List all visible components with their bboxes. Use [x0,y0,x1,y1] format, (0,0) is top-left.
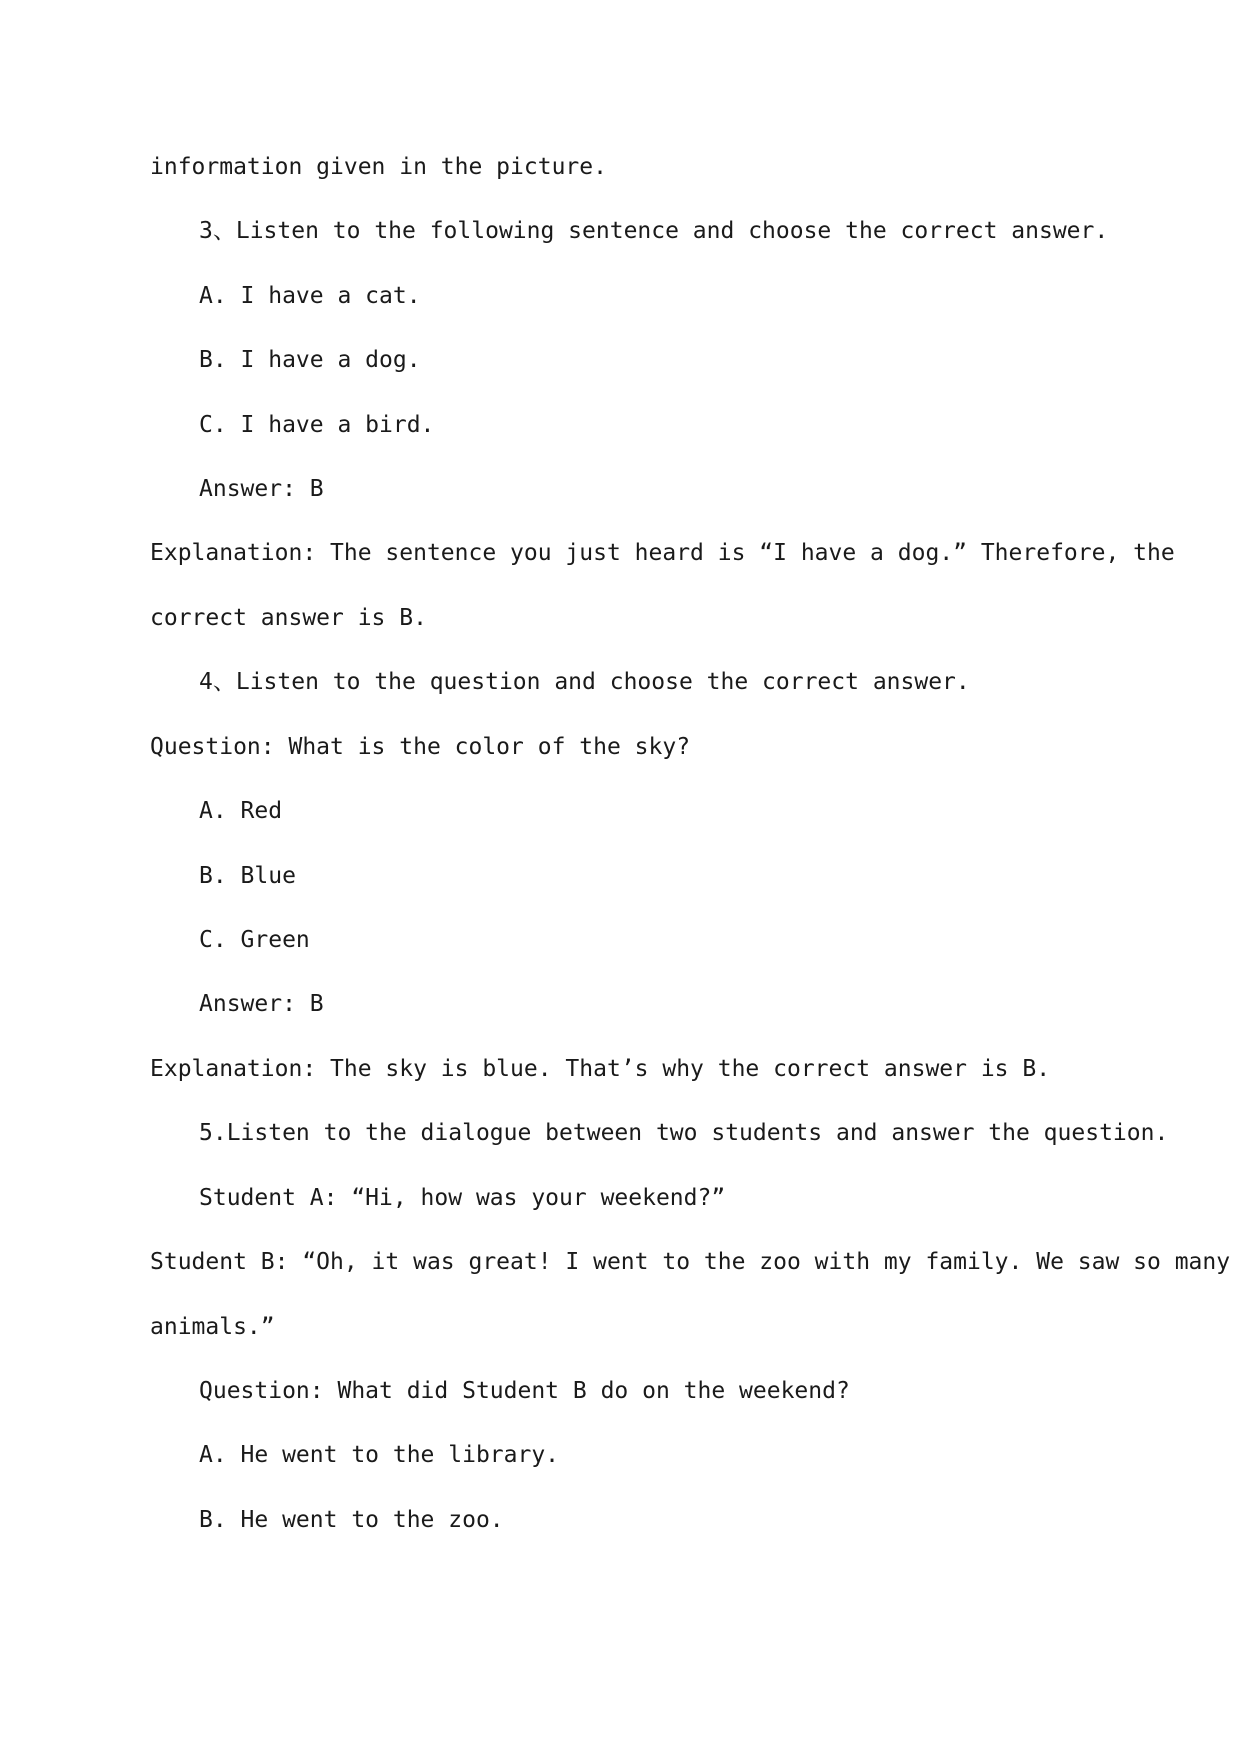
question-4-question: Question: What is the color of the sky? [150,734,691,760]
question-3-prompt: 3、Listen to the following sentence and choose the correct answer. [199,218,1109,244]
question-4-answer: Answer: B [199,991,324,1017]
question-5-option-a: A. He went to the library. [199,1442,560,1468]
question-3-explanation: Explanation: The sentence you just heard is “I have a dog.” Therefore, the [150,540,1175,566]
question-3-explanation-continued: correct answer is B. [150,605,427,631]
question-3-option-a: A. I have a cat. [199,283,421,309]
question-5-prompt: 5.Listen to the dialogue between two students and answer the question. [199,1120,1169,1146]
question-4-option-a: A. Red [199,798,283,824]
question-4-option-c: C. Green [199,927,310,953]
question-3-option-b: B. I have a dog. [199,347,421,373]
question-3-option-c: C. I have a bird. [199,412,435,438]
dialogue-student-a: Student A: “Hi, how was your weekend?” [199,1185,726,1211]
dialogue-student-b-continued: animals.” [150,1314,275,1340]
continuation-text: information given in the picture. [150,154,607,180]
dialogue-student-b: Student B: “Oh, it was great! I went to the zoo with my family. We saw so many [150,1249,1231,1275]
question-5-question: Question: What did Student B do on the weekend? [199,1378,850,1404]
question-4-explanation: Explanation: The sky is blue. That’s why the correct answer is B. [150,1056,1051,1082]
question-5-option-b: B. He went to the zoo. [199,1507,504,1533]
question-4-prompt: 4、Listen to the question and choose the correct answer. [199,669,970,695]
question-4-option-b: B. Blue [199,863,296,889]
question-3-answer: Answer: B [199,476,324,502]
